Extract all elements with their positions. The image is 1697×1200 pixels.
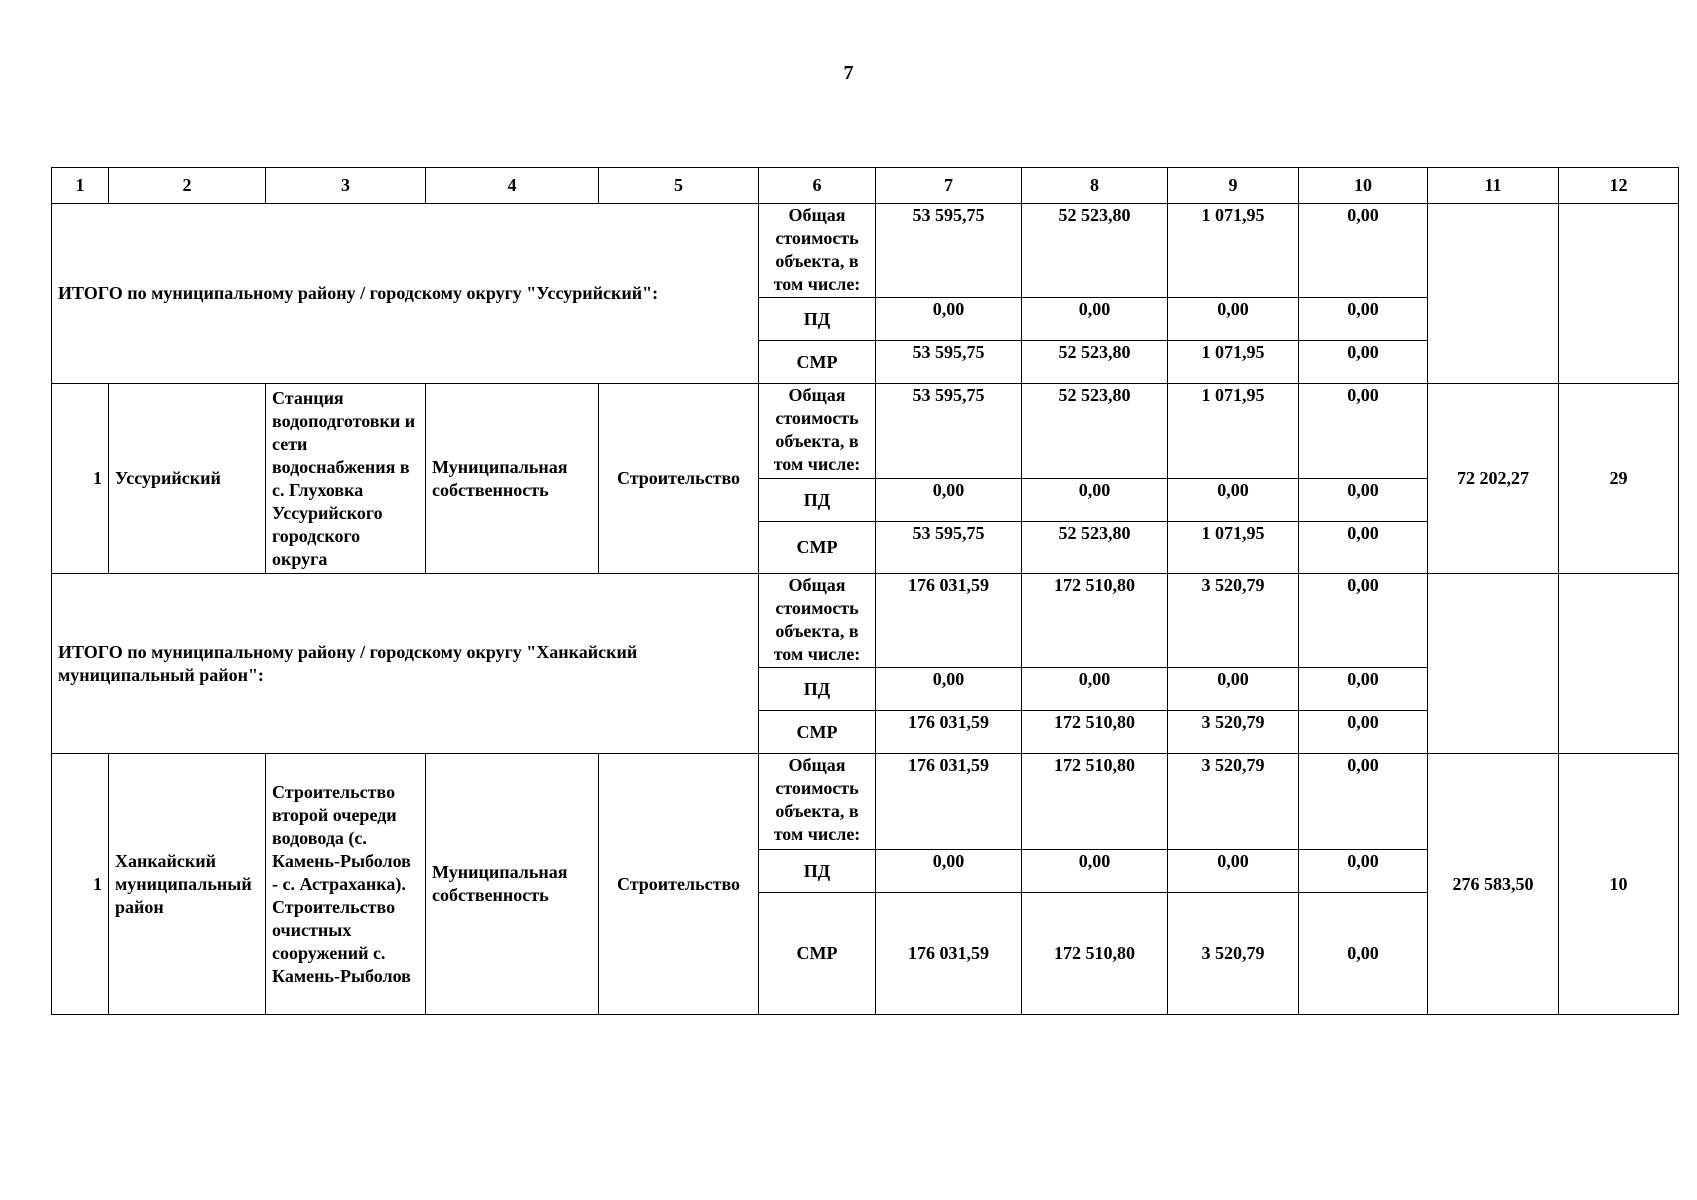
empty-cell bbox=[1428, 574, 1559, 754]
column-number-row bbox=[52, 168, 1679, 204]
column-header: 4 bbox=[426, 168, 599, 204]
object-name: Строительство второй очереди водовода (с. Камень-Рыболов - с. Астраханка). Строительство очистных сооружений с. Камень-Рыболов bbox=[266, 754, 426, 1015]
column-header: 11 bbox=[1428, 168, 1559, 204]
value-cell: 0,00 bbox=[1299, 754, 1428, 850]
smr-label: СМР bbox=[759, 522, 876, 574]
ownership: Муниципальная собственность bbox=[426, 384, 599, 574]
column-header: 12 bbox=[1559, 168, 1679, 204]
value-cell: 0,00 bbox=[1299, 384, 1428, 479]
value-cell: 0,00 bbox=[1022, 850, 1168, 893]
value-cell: 0,00 bbox=[1299, 341, 1428, 384]
col12-value: 29 bbox=[1559, 384, 1679, 574]
value-cell: 53 595,75 bbox=[876, 341, 1022, 384]
value-cell: 1 071,95 bbox=[1168, 522, 1299, 574]
column-header: 2 bbox=[109, 168, 266, 204]
column-header: 6 bbox=[759, 168, 876, 204]
column-header: 3 bbox=[266, 168, 426, 204]
value-cell: 176 031,59 bbox=[876, 711, 1022, 754]
col11-value: 72 202,27 bbox=[1428, 384, 1559, 574]
col11-value: 276 583,50 bbox=[1428, 754, 1559, 1015]
empty-cell bbox=[1559, 574, 1679, 754]
value-cell: 3 520,79 bbox=[1168, 893, 1299, 1015]
value-cell: 0,00 bbox=[876, 479, 1022, 522]
value-cell: 172 510,80 bbox=[1022, 574, 1168, 668]
value-cell: 1 071,95 bbox=[1168, 384, 1299, 479]
value-cell: 0,00 bbox=[1022, 479, 1168, 522]
smr-label: СМР bbox=[759, 893, 876, 1015]
value-cell: 53 595,75 bbox=[876, 384, 1022, 479]
value-cell: 3 520,79 bbox=[1168, 754, 1299, 850]
district-name: Ханкайский муниципальный район bbox=[109, 754, 266, 1015]
data-table bbox=[51, 167, 1679, 1015]
value-cell: 1 071,95 bbox=[1168, 204, 1299, 298]
total-title: ИТОГО по муниципальному району / городскому округу "Ханкайский муниципальный район": bbox=[52, 574, 759, 754]
object-row bbox=[52, 384, 1679, 479]
row-number: 1 bbox=[52, 754, 109, 1015]
total-row bbox=[52, 204, 1679, 298]
column-header: 8 bbox=[1022, 168, 1168, 204]
empty-cell bbox=[1559, 204, 1679, 384]
empty-cell bbox=[1428, 204, 1559, 384]
object-row bbox=[52, 754, 1679, 850]
value-cell: 0,00 bbox=[1299, 574, 1428, 668]
value-cell: 176 031,59 bbox=[876, 754, 1022, 850]
value-cell: 0,00 bbox=[1168, 668, 1299, 711]
value-cell: 0,00 bbox=[876, 298, 1022, 341]
value-cell: 3 520,79 bbox=[1168, 574, 1299, 668]
value-cell: 176 031,59 bbox=[876, 574, 1022, 668]
value-cell: 53 595,75 bbox=[876, 204, 1022, 298]
value-cell: 0,00 bbox=[1022, 668, 1168, 711]
work-type: Строительство bbox=[599, 754, 759, 1015]
value-cell: 52 523,80 bbox=[1022, 384, 1168, 479]
value-cell: 0,00 bbox=[1299, 479, 1428, 522]
column-header: 7 bbox=[876, 168, 1022, 204]
value-cell: 0,00 bbox=[1022, 298, 1168, 341]
total-title: ИТОГО по муниципальному району / городскому округу "Уссурийский": bbox=[52, 204, 759, 384]
total-cost-label: Общая стоимость объекта, в том числе: bbox=[759, 574, 876, 668]
district-name: Уссурийский bbox=[109, 384, 266, 574]
column-header: 10 bbox=[1299, 168, 1428, 204]
value-cell: 0,00 bbox=[876, 850, 1022, 893]
total-cost-label: Общая стоимость объекта, в том числе: bbox=[759, 384, 876, 479]
value-cell: 0,00 bbox=[876, 668, 1022, 711]
column-header: 9 bbox=[1168, 168, 1299, 204]
value-cell: 52 523,80 bbox=[1022, 204, 1168, 298]
value-cell: 0,00 bbox=[1299, 893, 1428, 1015]
value-cell: 0,00 bbox=[1299, 204, 1428, 298]
pd-label: ПД bbox=[759, 850, 876, 893]
value-cell: 3 520,79 bbox=[1168, 711, 1299, 754]
value-cell: 0,00 bbox=[1168, 298, 1299, 341]
value-cell: 172 510,80 bbox=[1022, 754, 1168, 850]
value-cell: 1 071,95 bbox=[1168, 341, 1299, 384]
pd-label: ПД bbox=[759, 479, 876, 522]
work-type: Строительство bbox=[599, 384, 759, 574]
value-cell: 0,00 bbox=[1299, 850, 1428, 893]
page-number: 7 bbox=[843, 62, 854, 84]
value-cell: 53 595,75 bbox=[876, 522, 1022, 574]
pd-label: ПД bbox=[759, 668, 876, 711]
ownership: Муниципальная собственность bbox=[426, 754, 599, 1015]
value-cell: 52 523,80 bbox=[1022, 341, 1168, 384]
value-cell: 176 031,59 bbox=[876, 893, 1022, 1015]
smr-label: СМР bbox=[759, 711, 876, 754]
value-cell: 0,00 bbox=[1299, 522, 1428, 574]
smr-label: СМР bbox=[759, 341, 876, 384]
value-cell: 0,00 bbox=[1168, 850, 1299, 893]
total-cost-label: Общая стоимость объекта, в том числе: bbox=[759, 204, 876, 298]
row-number: 1 bbox=[52, 384, 109, 574]
value-cell: 52 523,80 bbox=[1022, 522, 1168, 574]
col12-value: 10 bbox=[1559, 754, 1679, 1015]
value-cell: 0,00 bbox=[1168, 479, 1299, 522]
pd-label: ПД bbox=[759, 298, 876, 341]
column-header: 1 bbox=[52, 168, 109, 204]
value-cell: 0,00 bbox=[1299, 668, 1428, 711]
column-header: 5 bbox=[599, 168, 759, 204]
value-cell: 0,00 bbox=[1299, 711, 1428, 754]
value-cell: 0,00 bbox=[1299, 298, 1428, 341]
total-row bbox=[52, 574, 1679, 668]
object-name: Станция водоподготовки и сети водоснабжения в с. Глуховка Уссурийского городского округа bbox=[266, 384, 426, 574]
total-cost-label: Общая стоимость объекта, в том числе: bbox=[759, 754, 876, 850]
value-cell: 172 510,80 bbox=[1022, 893, 1168, 1015]
value-cell: 172 510,80 bbox=[1022, 711, 1168, 754]
